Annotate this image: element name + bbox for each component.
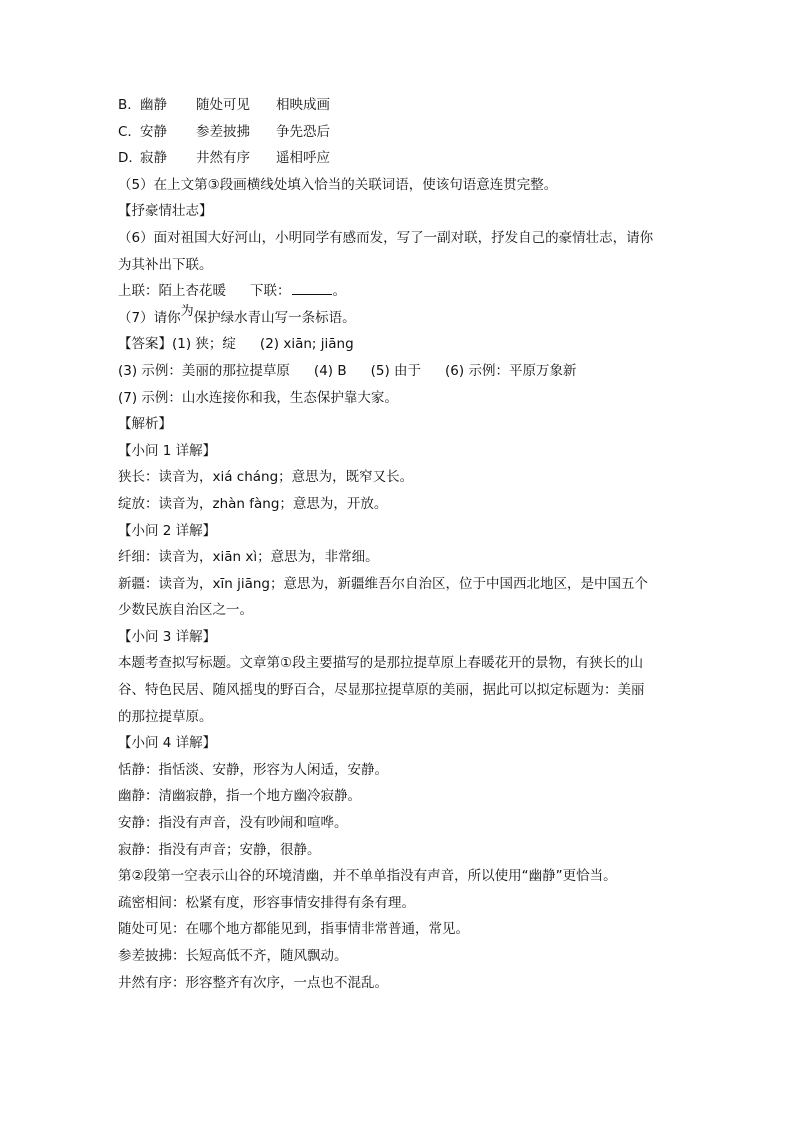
option-letter: D. (118, 150, 133, 167)
question-7-suffix: 保护绿水青山写一条标语。 (193, 309, 356, 326)
answer-line-1 (118, 331, 678, 358)
option-word: 寂静 (140, 150, 167, 167)
answer-part: (6) 示例：平原万象新 (445, 362, 577, 379)
answer-part: (5) 由于 (370, 362, 422, 379)
option-word: 幽静 (140, 97, 167, 113)
analysis-heading: 【解析】 (118, 416, 172, 433)
question-7-prefix: （7）请你 (118, 309, 181, 326)
question-6-line1: （6）面对祖国大好河山，小明同学有感而发，写了一副对联，抒发自己的豪情壮志，请你 (118, 229, 654, 246)
option-word: 相映成画 (276, 97, 330, 113)
option-b (118, 92, 678, 119)
paragraph-line: 的那拉提草原。 (118, 708, 213, 725)
option-c (118, 119, 678, 146)
paragraph-line: 绽放：读音为，zhàn fàng；意思为，开放。 (118, 495, 388, 512)
question-6-line2: 为其补出下联。 (118, 256, 213, 273)
answer-part: (2) xiān; jiāng (259, 336, 354, 353)
paragraph-line: 新疆：读音为，xīn jiāng；意思为，新疆维吾尔自治区，位于中国西北地区，是中国五个 (118, 575, 648, 592)
sub-question-heading: 【小问 3 详解】 (118, 628, 217, 645)
paragraph-line: 参差披拂：长短高低不齐，随风飘动。 (118, 948, 348, 964)
paragraph-line: 第②段第一空表示山谷的环境清幽，并不单单指没有声音，所以使用“幽静”更恰当。 (118, 868, 617, 885)
paragraph-line: 幽静：清幽寂静，指一个地方幽冷寂静。 (118, 788, 361, 805)
option-word: 遥相呼应 (276, 150, 330, 167)
option-word: 随处可见 (196, 97, 250, 113)
option-word: 争先恐后 (276, 123, 330, 140)
option-word: 参差披拂 (196, 123, 250, 140)
sub-question-heading: 【小问 4 详解】 (118, 735, 217, 752)
section-heading: 【抒豪情壮志】 (118, 203, 213, 220)
answer-part: (3) 示例：美丽的那拉提草原 (118, 362, 290, 379)
paragraph-line: 谷、特色民居、随风摇曳的野百合，尽显那拉提草原的美丽，据此可以拟定标题为：美丽 (118, 682, 645, 699)
sub-question-heading: 【小问 2 详解】 (118, 522, 217, 539)
paragraph-line: 狭长：读音为，xiá cháng；意思为，既窄又长。 (118, 469, 414, 486)
couplet-upper: 上联：陌上杏花暖 (118, 283, 226, 300)
answer-part: (4) B (313, 362, 347, 379)
question-7-raised: 为 (180, 303, 194, 319)
answer-blank (292, 282, 332, 295)
paragraph-line: 恬静：指恬淡、安静，形容为人闲适，安静。 (118, 761, 388, 778)
couplet (118, 278, 678, 305)
option-d (118, 145, 678, 172)
sub-question-heading: 【小问 1 详解】 (118, 442, 217, 459)
paragraph-line: 井然有序：形容整齐有次序，一点也不混乱。 (118, 974, 388, 991)
answer-line-3: (7) 示例：山水连接你和我，生态保护靠大家。 (118, 389, 398, 406)
option-word: 井然有序 (196, 150, 250, 167)
paragraph-line: 纤细：读音为，xiān xì；意思为，非常细。 (118, 549, 379, 566)
paragraph-line: 本题考查拟写标题。文章第①段主要描写的是那拉提草原上春暖花开的景物，有狭长的山 (118, 655, 644, 672)
answer-line-2 (118, 358, 678, 385)
answer-part: 【答案】(1) 狭；绽 (118, 336, 236, 353)
document-page (118, 92, 678, 996)
option-letter: B. (118, 97, 132, 113)
option-letter: C. (118, 123, 132, 140)
couplet-lower-label: 下联： (250, 283, 291, 300)
paragraph-line: 随处可见：在哪个地方都能见到，指事情非常普通，常见。 (118, 921, 469, 938)
option-word: 安静 (140, 123, 167, 140)
question-5: （5）在上文第③段画横线处填入恰当的关联词语，使该句语意连贯完整。 (118, 176, 558, 193)
paragraph-line: 寂静：指没有声音；安静，很静。 (118, 841, 321, 858)
couplet-end: 。 (332, 283, 346, 300)
paragraph-line: 疏密相间：松紧有度，形容事情安排得有条有理。 (118, 894, 415, 911)
question-7 (118, 305, 678, 332)
paragraph-line: 少数民族自治区之一。 (118, 602, 253, 619)
paragraph-line: 安静：指没有声音，没有吵闹和喧哗。 (118, 815, 348, 832)
